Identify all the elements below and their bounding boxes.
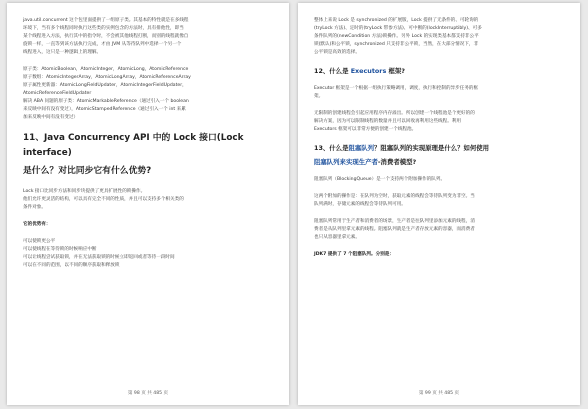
text-line: Executors 框架可以非常方便的创建一个线程池。 (314, 127, 417, 132)
text-line: 也只从容器里拿元素。 (314, 235, 360, 240)
text-line: 锁(默认)和公平锁，synchronized 只支持非公平锁，当然，在大部分情况下，非 (314, 42, 479, 47)
advantages-list (23, 238, 273, 270)
text-line: 环境下，当有多个线程同时执行这些类的实例包含的方法时，具有排他性，即当 (23, 26, 184, 31)
text-line: AtomicReferenceFieldUpdater (23, 91, 92, 96)
text-line: 公平锁是高效的选择。 (314, 50, 360, 55)
text-line: Executor 框架是一个根据一组执行策略调用，调度，执行和控制的异步任务的框 (314, 86, 479, 91)
executor-paragraph (314, 85, 564, 101)
right-page (298, 3, 580, 405)
heading-highlight: 阻塞队列来实现生产者 (314, 158, 378, 166)
text-line: 线程进入，这只是一种逻辑上的理解。 (23, 50, 102, 55)
text-line: 队列满时，存储元素的线程会等待队列可用。 (314, 202, 406, 207)
list-item: 可以让线程尝试获取锁，并在无法获取锁的时候立即返回或者等待一段时间 (23, 255, 175, 260)
atomic-classes-paragraph (23, 66, 273, 122)
text-line: 原子属性更新器：AtomicLongFieldUpdater，AtomicIntegerFieldUpdater， (23, 83, 187, 88)
heading-text: -消费者模型? (377, 158, 417, 166)
text-line: 条件对象。 (23, 205, 46, 210)
section-13-heading-cont (314, 157, 564, 167)
text-line: 某个线程进入方法，执行其中的指令时，不会被其他线程打断，而别的线程就像自 (23, 34, 189, 39)
list-item: 可以在不同的范围，以不同的顺序获取和释放锁 (23, 263, 120, 268)
text-line: 原子数组：AtomicIntegerArray，AtomicLongArray，AtomicReferenceArray (23, 75, 191, 80)
page-number: 第 99 页 共 485 页 (418, 391, 460, 396)
advantages-title: 它的优势有： (23, 222, 51, 227)
text-line: 解决方案，因为可以限制线程的数量并且可以回收再利用这些线程。利用 (314, 119, 462, 124)
heading-highlight: Executors (350, 67, 387, 75)
text-line: 他们允许更灵活的结构，可以具有完全不同的性质，并且可以支持多个相关类的 (23, 197, 184, 202)
section-11-heading-cont: 是什么？对比同步它有什么优势? (23, 166, 152, 176)
jdk-queues-line: JDK7 提供了 7 个阻塞队列。分别是： (314, 252, 394, 257)
text-line: 架。 (314, 94, 324, 99)
heading-text: ？阻塞队列的实现原理是什么？如何使用 (374, 144, 490, 152)
text-line: 来反映中间有没有变过），AtomicStampedReference（通过引入一个 int 来累 (23, 107, 186, 112)
list-item: 可以使锁更公平 (23, 239, 56, 244)
heading-text: 13、什么是 (314, 144, 349, 152)
text-line: 整体上来说 Lock 是 synchronized 的扩展版，Lock 提供了无条件的、可轮询的 (314, 18, 479, 23)
section-12-heading (314, 66, 564, 76)
text-line: Lock 接口比同步方法和同步块提供了更具扩展性的锁操作。 (23, 189, 146, 194)
blocking-queue-definition: 阻塞队列（BlockingQueue）是一个支持两个附加操作的队列。 (314, 177, 446, 182)
heading-text: 框架? (386, 67, 405, 75)
page-number: 第 98 页 共 485 页 (127, 391, 169, 396)
heading-text: 12、什么是 (314, 67, 351, 75)
text-line: (tryLock 方法)、定时的(tryLock 带参方法)、可中断的(lockInterruptibly)、可多 (314, 26, 482, 31)
section-13-heading (314, 143, 564, 153)
thread-pool-paragraph (314, 110, 564, 134)
text-line: 这两个附加的操作是：在队列为空时，获取元素的线程会等待队列变为非空。当 (314, 194, 475, 199)
text-line: 无限制的创建线程会引起应用程序内存溢出。所以创建一个线程池是个更好的的 (314, 111, 475, 116)
text-line: 旋锁一样，一直等到该方法执行完成，才由 JVM 从等待队列中选择一个另一个 (23, 42, 182, 47)
scenario-paragraph (314, 218, 564, 242)
text-line: 费者是从队列里拿元素的线程。阻塞队列就是生产者存放元素的容器，而消费者 (314, 227, 475, 232)
section-11-heading: 11、Java Concurrency API 中的 Lock 接口(Lock interface) (23, 133, 244, 158)
operations-paragraph (314, 193, 564, 209)
heading-highlight: 阻塞队列 (348, 144, 375, 152)
text-line: 原子类：AtomicBoolean，AtomicInteger，AtomicLong，AtomicReference (23, 67, 189, 72)
intro-paragraph (23, 17, 273, 57)
lock-paragraph (23, 188, 273, 212)
text-line: 条件队列的(newCondition 方法)锁操作。另外 Lock 的实现类基本都支持非公平 (314, 34, 479, 39)
text-line: 解决 ABA 问题的原子类：AtomicMarkableReference（通过引入一个 boolean (23, 99, 189, 104)
text-line: java.util.concurrent 这个包里面提供了一组原子类。其基本的特性就是在多线程 (23, 18, 189, 23)
list-item: 可以使线程在等待锁的时候响应中断 (23, 247, 97, 252)
text-line: 阻塞队列常用于生产者和消费者的场景，生产者是往队列里添加元素的线程，消 (314, 219, 475, 224)
left-page (7, 3, 289, 405)
text-line: 加来反映中间有没有变过） (23, 115, 79, 120)
lock-summary-paragraph (314, 17, 564, 57)
